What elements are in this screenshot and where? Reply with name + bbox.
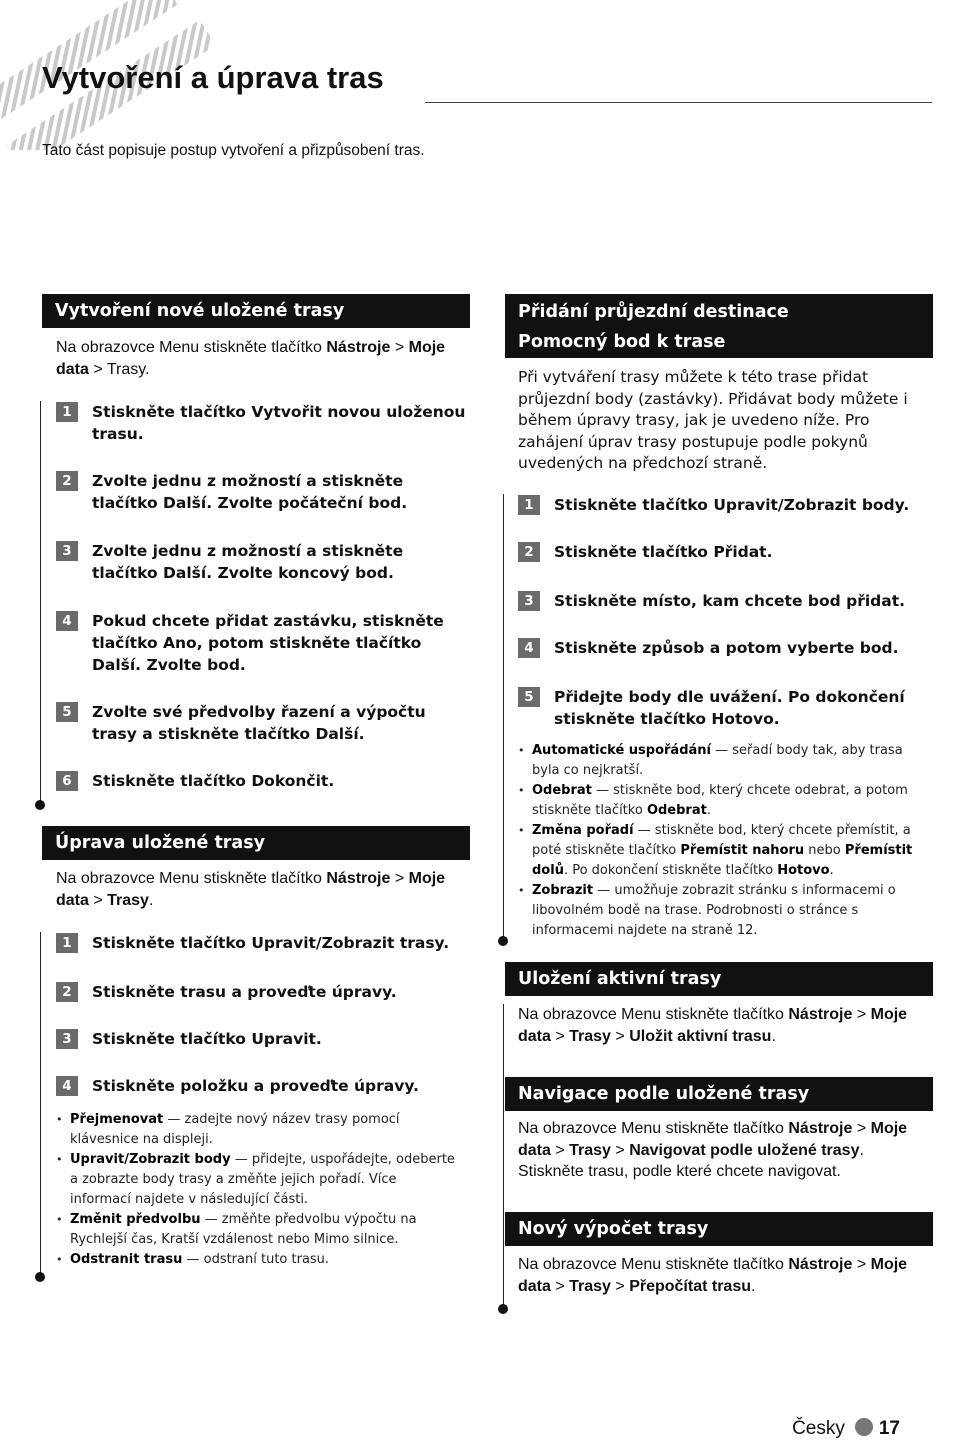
column-rule bbox=[40, 401, 41, 804]
edit-step-1: 1 Stiskněte tlačítko Upravit/Zobrazit trasy. bbox=[56, 932, 466, 954]
rule-end-dot bbox=[35, 800, 45, 810]
waypoint-step-1: 1 Stiskněte tlačítko Upravit/Zobrazit body. bbox=[518, 494, 930, 516]
create-step-3: 3 Zvolte jednu z možností a stiskněte tlačítko Další. Zvolte koncový bod. bbox=[56, 540, 466, 584]
section-heading-create: Vytvoření nové uložené trasy bbox=[42, 294, 470, 328]
title-rule bbox=[425, 102, 932, 103]
edit-step-4: 4 Stiskněte položku a proveďte úpravy. bbox=[56, 1075, 466, 1097]
rule-end-dot bbox=[498, 1304, 508, 1314]
waypoint-step-3: 3 Stiskněte místo, kam chcete bod přidat. bbox=[518, 590, 930, 612]
create-step-6: 6 Stiskněte tlačítko Dokončit. bbox=[56, 770, 466, 792]
list-item: • Automatické uspořádání — seřadí body tak, aby trasa byla co nejkratší. bbox=[518, 741, 930, 781]
column-rule bbox=[40, 932, 41, 1277]
create-intro: Na obrazovce Menu stiskněte tlačítko Nástroje > Moje data > Trasy. bbox=[56, 339, 446, 378]
page-number: 17 bbox=[878, 1418, 900, 1439]
save-text: Na obrazovce Menu stiskněte tlačítko Nástroje > Moje data > Trasy > Uložit aktivní trasu. bbox=[518, 1006, 908, 1045]
list-item: • Odebrat — stiskněte bod, který chcete odebrat, a potom stiskněte tlačítko Odebrat. bbox=[518, 781, 930, 821]
edit-step-2: 2 Stiskněte trasu a proveďte úpravy. bbox=[56, 981, 466, 1003]
list-item: • Přejmenovat — zadejte nový název trasy pomocí klávesnice na displeji. bbox=[56, 1110, 456, 1150]
section-heading-save: Uložení aktivní trasy bbox=[505, 962, 933, 996]
waypoint-intro: Při vytváření trasy můžete k této trase přidat průjezdní body (zastávky). Přidávat body můžete i během úpravy trasy, jak je uvedeno níže. Pro zahájení úprav trasy postupuje podle pokynů uvedených na předchozí straně. bbox=[518, 368, 908, 472]
waypoint-step-2: 2 Stiskněte tlačítko Přidat. bbox=[518, 541, 930, 563]
list-item: • Změna pořadí — stiskněte bod, který chcete přemístit, a poté stiskněte tlačítko Přemístit nahoru nebo Přemístit dolů. Po dokončení stiskněte tlačítko Hotovo. bbox=[518, 821, 930, 881]
list-item: • Upravit/Zobrazit body — přidejte, uspořádejte, odeberte a zobrazte body trasy a změňte jejich pořadí. Více informací najdete v následující části. bbox=[56, 1150, 456, 1210]
section-heading-recalc: Nový výpočet trasy bbox=[505, 1212, 933, 1246]
list-item: • Zobrazit — umožňuje zobrazit stránku s informacemi o libovolném bodě na trase. Podrobnosti o stránce s informacemi najdete na straně 12. bbox=[518, 881, 930, 941]
section-heading-waypoint: Přidání průjezdní destinace Pomocný bod k trase bbox=[505, 294, 933, 358]
section-heading-navigate: Navigace podle uložené trasy bbox=[505, 1077, 933, 1111]
page-number-dot bbox=[855, 1418, 873, 1436]
waypoint-bullet-list bbox=[518, 741, 930, 941]
edit-step-3: 3 Stiskněte tlačítko Upravit. bbox=[56, 1028, 466, 1050]
rule-end-dot bbox=[35, 1272, 45, 1282]
list-item: • Odstranit trasu — odstraní tuto trasu. bbox=[56, 1250, 456, 1270]
create-step-1: 1 Stiskněte tlačítko Vytvořit novou uloženou trasu. bbox=[56, 401, 466, 445]
create-step-2: 2 Zvolte jednu z možností a stiskněte tlačítko Další. Zvolte počáteční bod. bbox=[56, 470, 466, 514]
section-heading-edit: Úprava uložené trasy bbox=[42, 826, 470, 860]
waypoint-step-4: 4 Stiskněte způsob a potom vyberte bod. bbox=[518, 637, 930, 659]
rule-end-dot bbox=[498, 936, 508, 946]
column-rule bbox=[503, 494, 504, 940]
navigate-text: Na obrazovce Menu stiskněte tlačítko Nástroje > Moje data > Trasy > Navigovat podle uložené trasy. Stiskněte trasu, podle které chcete navigovat. bbox=[518, 1120, 908, 1180]
create-step-4: 4 Pokud chcete přidat zastávku, stiskněte tlačítko Ano, potom stiskněte tlačítko Další. Zvolte bod. bbox=[56, 610, 466, 676]
edit-intro: Na obrazovce Menu stiskněte tlačítko Nástroje > Moje data > Trasy. bbox=[56, 870, 446, 909]
recalc-text: Na obrazovce Menu stiskněte tlačítko Nástroje > Moje data > Trasy > Přepočítat trasu. bbox=[518, 1256, 908, 1295]
page-title: Vytvoření a úprava tras bbox=[42, 60, 384, 95]
page-footer bbox=[792, 1418, 900, 1440]
edit-bullet-list bbox=[56, 1110, 456, 1270]
page-intro: Tato část popisuje postup vytvoření a přizpůsobení tras. bbox=[42, 142, 425, 159]
create-step-5: 5 Zvolte své předvolby řazení a výpočtu trasy a stiskněte tlačítko Další. bbox=[56, 701, 468, 745]
list-item: • Změnit předvolbu — změňte předvolbu výpočtu na Rychlejší čas, Kratší vzdálenost nebo Mimo silnice. bbox=[56, 1210, 456, 1250]
footer-language: Česky bbox=[792, 1418, 845, 1439]
waypoint-step-5: 5 Přidejte body dle uvážení. Po dokončení stiskněte tlačítko Hotovo. bbox=[518, 686, 930, 730]
column-rule bbox=[503, 1004, 504, 1309]
